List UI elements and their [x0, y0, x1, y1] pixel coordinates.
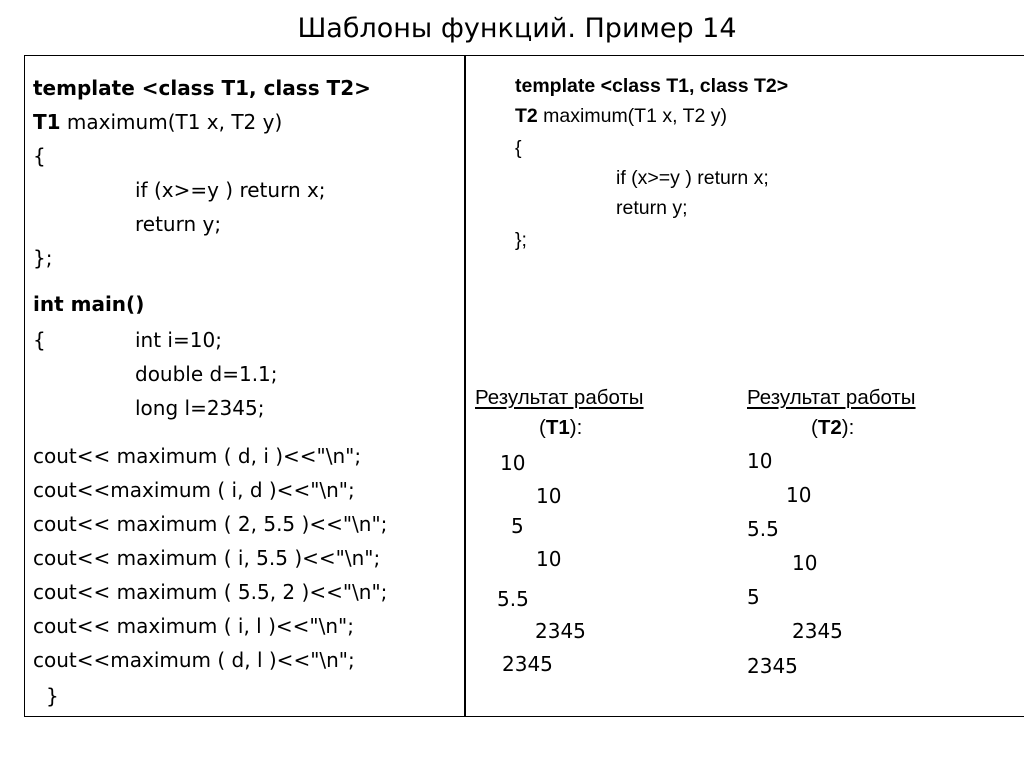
result-t2-value: 5: [747, 585, 760, 609]
right-signature-rest: maximum(T1 x, T2 y): [537, 105, 728, 127]
result-t1-label-close: ):: [569, 416, 583, 439]
result-t1-value: 10: [500, 451, 526, 475]
column-divider: [464, 55, 466, 717]
cout-line: cout<< maximum ( i, l )<<"\n";: [33, 614, 354, 638]
result-t1-value: 10: [536, 547, 562, 571]
result-t1-value: 10: [536, 484, 562, 508]
left-template-line: template <class T1, class T2>: [33, 76, 371, 100]
result-t1-label: [539, 414, 582, 442]
result-t2-value: 10: [747, 449, 773, 473]
cout-line: cout<< maximum ( 2, 5.5 )<<"\n";: [33, 512, 388, 536]
right-return-type: T2: [515, 105, 538, 127]
slide-title: Шаблоны функций. Пример 14: [297, 13, 737, 44]
cout-line: cout<<maximum ( i, d )<<"\n";: [33, 478, 355, 502]
left-signature-line: [33, 108, 282, 136]
decl-long: long l=2345;: [135, 396, 265, 420]
result-t2-label: [811, 414, 854, 442]
result-t1-value: 5.5: [497, 587, 529, 611]
right-return-line: return y;: [616, 197, 688, 219]
result-t1-value: 2345: [502, 652, 553, 676]
result-t1-value: 2345: [535, 619, 586, 643]
left-if-line: if (x>=y ) return x;: [135, 178, 326, 202]
result-t2-label-close: ):: [841, 416, 855, 439]
result-t1-heading: Результат работы: [475, 386, 644, 409]
cout-line: cout<< maximum ( d, i )<<"\n";: [33, 444, 362, 468]
left-signature-rest: maximum(T1 x, T2 y): [60, 110, 283, 134]
right-open-brace: {: [515, 137, 522, 159]
left-close-brace: };: [33, 246, 53, 270]
left-return-type: T1: [33, 110, 61, 134]
result-t1-type: T1: [545, 416, 570, 439]
result-t2-label-open: (: [811, 416, 818, 439]
result-t2-value: 2345: [792, 619, 843, 643]
right-template-line: template <class T1, class T2>: [515, 75, 789, 97]
left-return-line: return y;: [135, 212, 222, 236]
decl-double: double d=1.1;: [135, 362, 278, 386]
main-signature: int main(): [33, 292, 145, 316]
result-t2-value: 5.5: [747, 517, 779, 541]
left-open-brace: {: [33, 144, 46, 168]
result-t2-type: T2: [817, 416, 842, 439]
result-t2-value: 2345: [747, 654, 798, 678]
result-t2-heading: Результат работы: [747, 386, 916, 409]
right-if-line: if (x>=y ) return x;: [616, 167, 769, 189]
decl-int: int i=10;: [135, 328, 222, 352]
result-t2-value: 10: [792, 551, 818, 575]
right-signature-line: [515, 102, 727, 130]
cout-line: cout<< maximum ( i, 5.5 )<<"\n";: [33, 546, 381, 570]
main-open-brace: {: [33, 328, 46, 352]
cout-line: cout<< maximum ( 5.5, 2 )<<"\n";: [33, 580, 388, 604]
result-t1-value: 5: [511, 514, 524, 538]
result-t2-value: 10: [786, 483, 812, 507]
result-t1-label-open: (: [539, 416, 546, 439]
main-close-brace: }: [46, 684, 59, 708]
right-close-brace: };: [515, 229, 527, 251]
cout-line: cout<<maximum ( d, l )<<"\n";: [33, 648, 355, 672]
